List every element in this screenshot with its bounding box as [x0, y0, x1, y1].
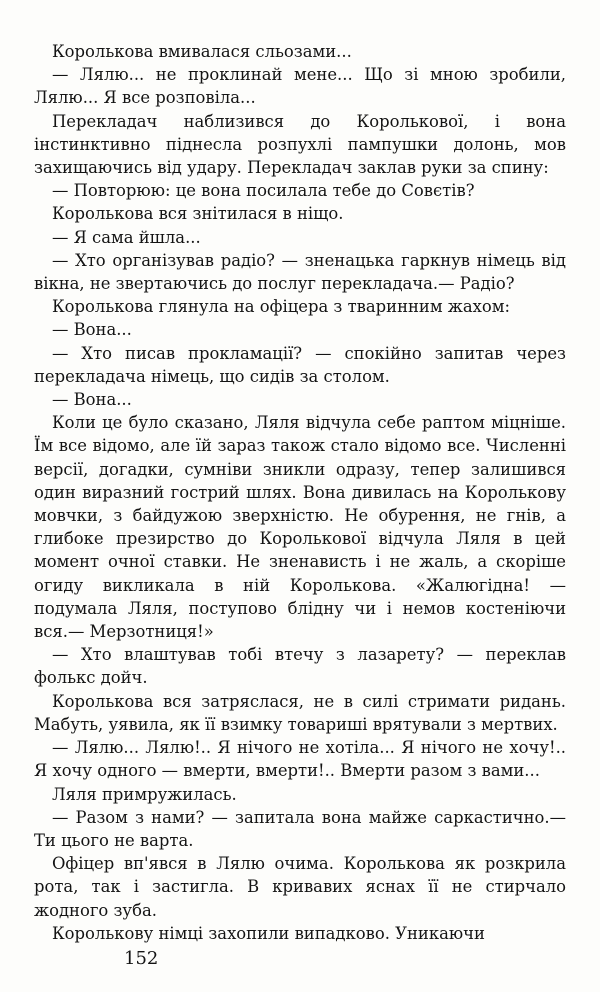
- paragraph: Королькова глянула на офіцера з тваринним жахом:: [52, 297, 511, 317]
- paragraph: — Я сама йшла...: [52, 227, 201, 247]
- paragraph: Коли це було сказано, Ляля відчула себе раптом міцніше. Їм все відомо, але їй зараз також стало відомо все. Численні версії, догадки, сумніви зникли одразу, тепер залишився один виразний гострий шлях. Вона дивилась на Королькову мовчки, з байдужою зверхністю. Не обурення, не гнів, а глибоке презирство до Королькової відчула Ляля в цей момент очної ставки. Не зненависть і не жаль, а скоріше огиду викликала в ній Королькова. «Жалюгідна! — подумала Ляля, поступово блідну чи і немов костеніючи вся.— Мерзотниця!»: [34, 413, 566, 642]
- paragraph: — Вона...: [52, 390, 132, 410]
- paragraph: — Лялю... Лялю!.. Я нічого не хотіла... Я нічого не хочу!.. Я хочу одного — вмерти, вмерти!.. Вмерти разом з вами...: [34, 738, 566, 781]
- paragraph: — Хто писав прокламації? — спокійно запитав через перекладача німець, що сидів за столом.: [34, 343, 566, 386]
- paragraph: Офіцер вп'явся в Лялю очима. Королькова як розкрила рота, так і застигла. В кривавих яснах її не стирчало жодного зуба.: [34, 854, 566, 920]
- paragraph: — Хто влаштував тобі втечу з лазарету? — переклав фолькс дойч.: [34, 645, 566, 688]
- paragraph: Королькова вся затряслася, не в силі стримати ридань. Мабуть, уявила, як її взимку товариші врятували з мертвих.: [34, 691, 566, 734]
- paragraph: — Лялю... не проклинай мене... Що зі мною зробили, Лялю... Я все розповіла...: [34, 65, 566, 108]
- paragraph: Ляля примружилась.: [52, 784, 237, 804]
- paragraph: — Повторюю: це вона посилала тебе до Совєтів?: [52, 181, 475, 201]
- paragraph: Королькова вся знітилася в ніщо.: [52, 204, 344, 224]
- paragraph: — Разом з нами? — запитала вона майже саркастично.— Ти цього не варта.: [34, 807, 566, 850]
- page-number: 152: [124, 948, 159, 969]
- paragraph: Королькова вмивалася сльозами...: [52, 42, 352, 61]
- text-block: [34, 40, 566, 945]
- paragraph: — Хто організував радіо? — зненацька гаркнув німець від вікна, не звертаючись до послуг перекладача.— Радіо?: [34, 250, 566, 294]
- paragraph: Перекладач наблизився до Королькової, і вона інстинктивно піднесла розпухлі пампушки долонь, мов захищаючись від удару. Перекладач заклав руки за спину:: [34, 111, 566, 178]
- paragraph: — Вона...: [52, 320, 132, 340]
- paragraph: Королькову німці захопили випадково. Уникаючи: [52, 923, 485, 943]
